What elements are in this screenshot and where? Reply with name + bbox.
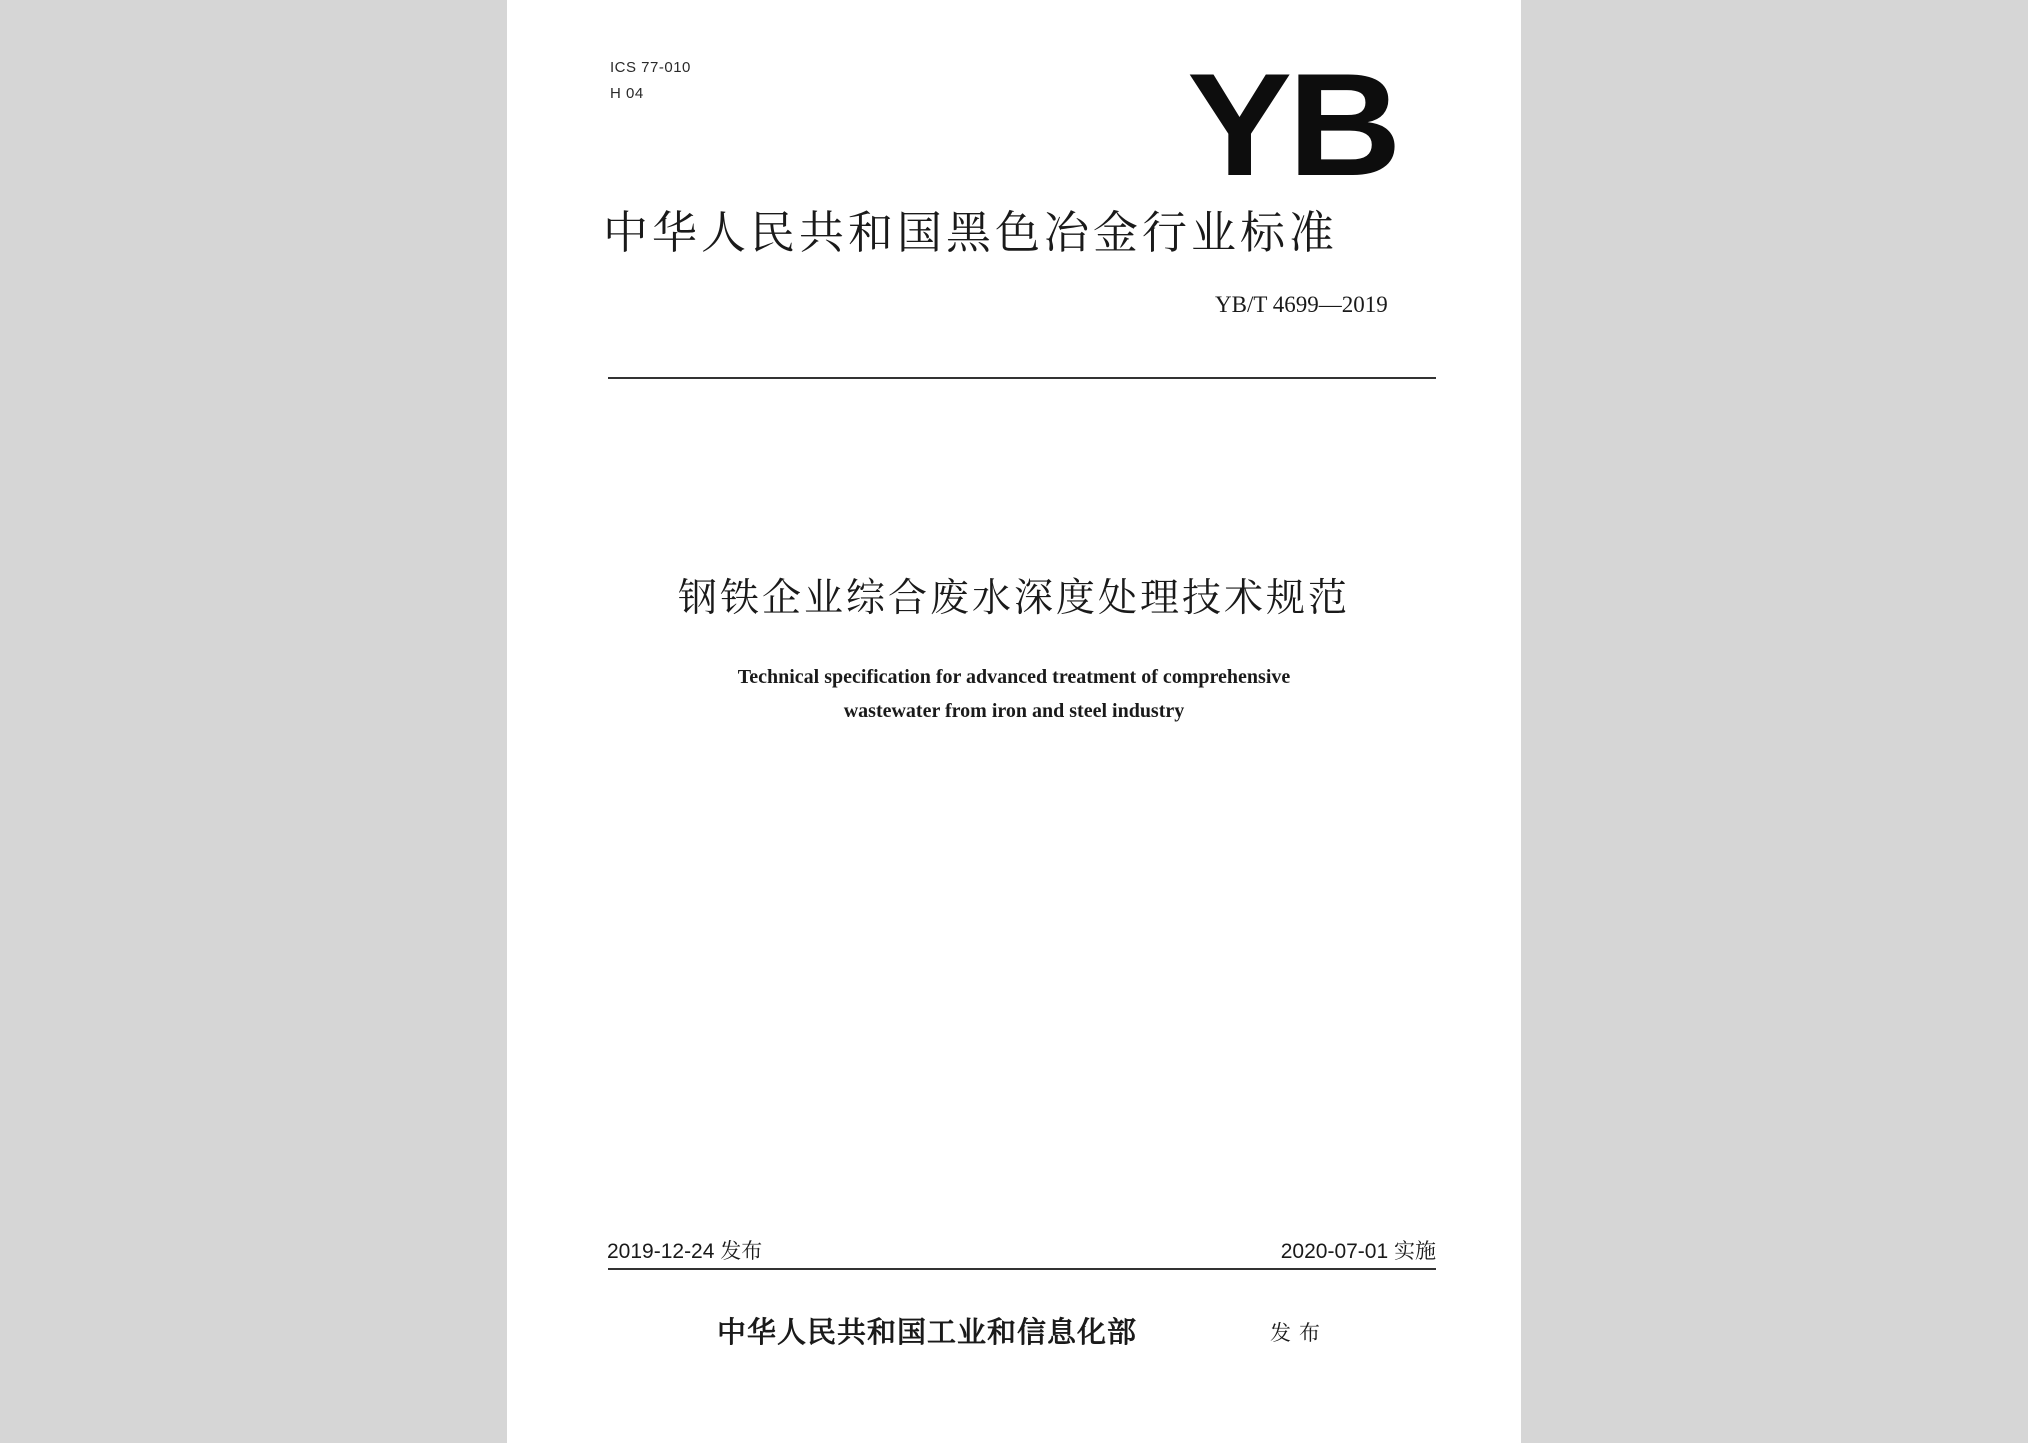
ccs-code: H 04: [610, 85, 644, 102]
yb-logo: YB: [1187, 43, 1398, 206]
header-divider: [608, 377, 1436, 379]
standard-organization: 中华人民共和国黑色冶金行业标准: [603, 206, 1339, 259]
title-english: [507, 660, 1521, 728]
publish-label: 发布: [1270, 1321, 1328, 1345]
title-english-line-1: Technical specification for advanced treatment of comprehensive: [737, 666, 1291, 688]
publisher-name: 中华人民共和国工业和信息化部: [717, 1315, 1138, 1349]
classification-codes: [610, 55, 691, 107]
document-page: [507, 0, 1521, 1443]
title-english-line-2: wastewater from iron and steel industry: [843, 700, 1185, 722]
ics-code: ICS 77-010: [610, 59, 691, 76]
issue-date: 2019-12-24 发布: [607, 1240, 763, 1263]
footer-divider: [608, 1268, 1436, 1270]
standard-number: YB/T 4699—2019: [1215, 292, 1388, 317]
title-chinese: 钢铁企业综合废水深度处理技术规范: [677, 576, 1350, 621]
implementation-date: 2020-07-01 实施: [1280, 1240, 1436, 1263]
